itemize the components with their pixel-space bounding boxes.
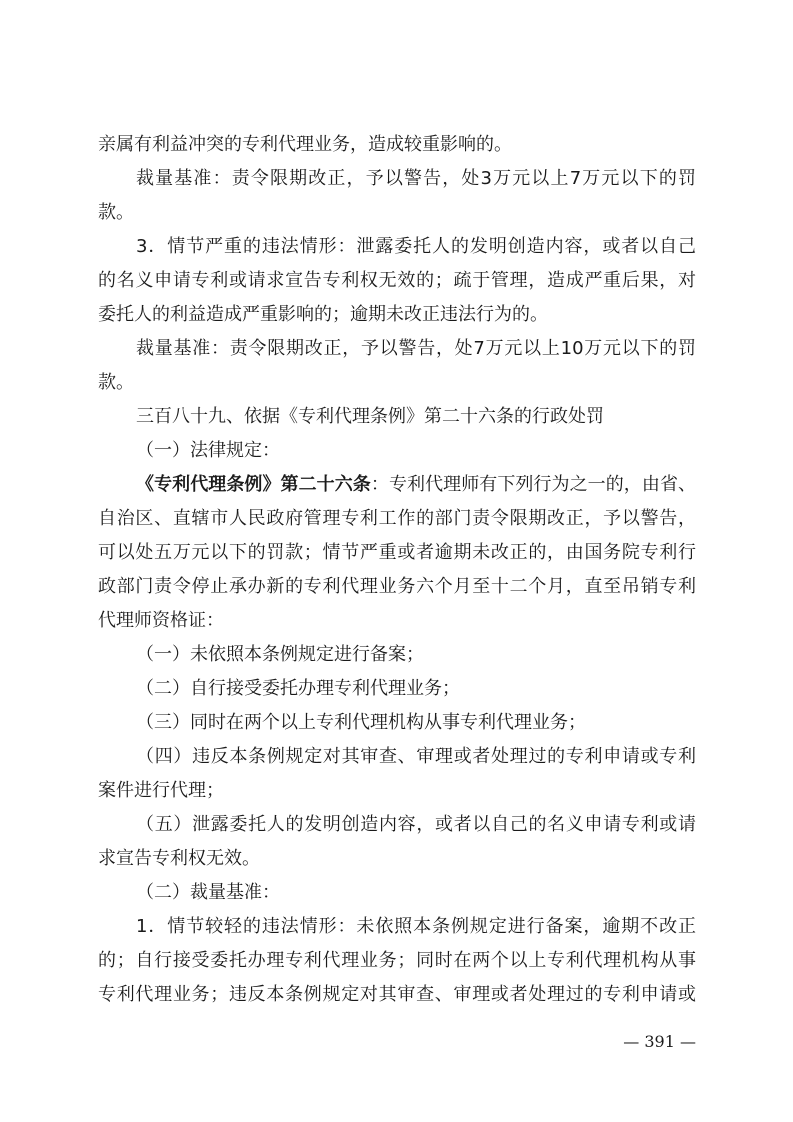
text-line: 裁量基准：责令限期改正，予以警告，处3万元以上7万元以下的罚 — [136, 168, 696, 189]
text-line: 的名义申请专利或请求宣告专利权无效的；疏于管理，造成严重后果，对 — [98, 270, 696, 291]
text-line: 政部门责令停止承办新的专利代理业务六个月至十二个月，直至吊销专利 — [98, 576, 696, 597]
text-line: 可以处五万元以下的罚款；情节严重或者逾期未改正的，由国务院专利行 — [98, 542, 696, 563]
text-line: 自治区、直辖市人民政府管理专利工作的部门责令限期改正，予以警告， — [98, 508, 696, 529]
subsection-heading: （一）法律规定： — [136, 440, 280, 461]
article-heading: 《专利代理条例》第二十六条 — [136, 474, 371, 495]
text-line: 款。 — [98, 202, 134, 223]
text-line: 亲属有利益冲突的专利代理业务，造成较重影响的。 — [98, 134, 512, 155]
list-item: （二）自行接受委托办理专利代理业务； — [136, 678, 460, 699]
list-item: （三）同时在两个以上专利代理机构从事专利代理业务； — [136, 712, 586, 733]
list-item: 1．情节较轻的违法情形：未依照本条例规定进行备案，逾期不改正 — [136, 916, 696, 937]
text-line: 3．情节严重的违法情形：泄露委托人的发明创造内容，或者以自己 — [136, 236, 696, 257]
article-text: ：专利代理师有下列行为之一的，由省、 — [370, 474, 696, 495]
text-line: 案件进行代理； — [98, 780, 224, 801]
list-item: （四）违反本条例规定对其审查、审理或者处理过的专利申请或专利 — [136, 746, 696, 767]
text-line: 代理师资格证： — [98, 610, 224, 631]
list-item: （五）泄露委托人的发明创造内容，或者以自己的名义申请专利或请 — [136, 814, 696, 835]
text-line: 求宣告专利权无效。 — [98, 848, 260, 869]
text-line: 裁量基准：责令限期改正，予以警告，处7万元以上10万元以下的罚 — [136, 338, 696, 359]
page-number: — 391 — — [623, 1032, 696, 1051]
subsection-heading: （二）裁量基准： — [136, 882, 280, 903]
text-line: 专利代理业务；违反本条例规定对其审查、审理或者处理过的专利申请或 — [98, 984, 696, 1005]
list-item: （一）未依照本条例规定进行备案； — [136, 644, 424, 665]
text-line: 委托人的利益造成严重影响的；逾期未改正违法行为的。 — [98, 304, 548, 325]
section-heading: 三百八十九、依据《专利代理条例》第二十六条的行政处罚 — [136, 406, 604, 427]
text-line: 的；自行接受委托办理专利代理业务；同时在两个以上专利代理机构从事 — [98, 950, 696, 971]
text-line: 款。 — [98, 372, 134, 393]
article-line — [136, 468, 696, 502]
